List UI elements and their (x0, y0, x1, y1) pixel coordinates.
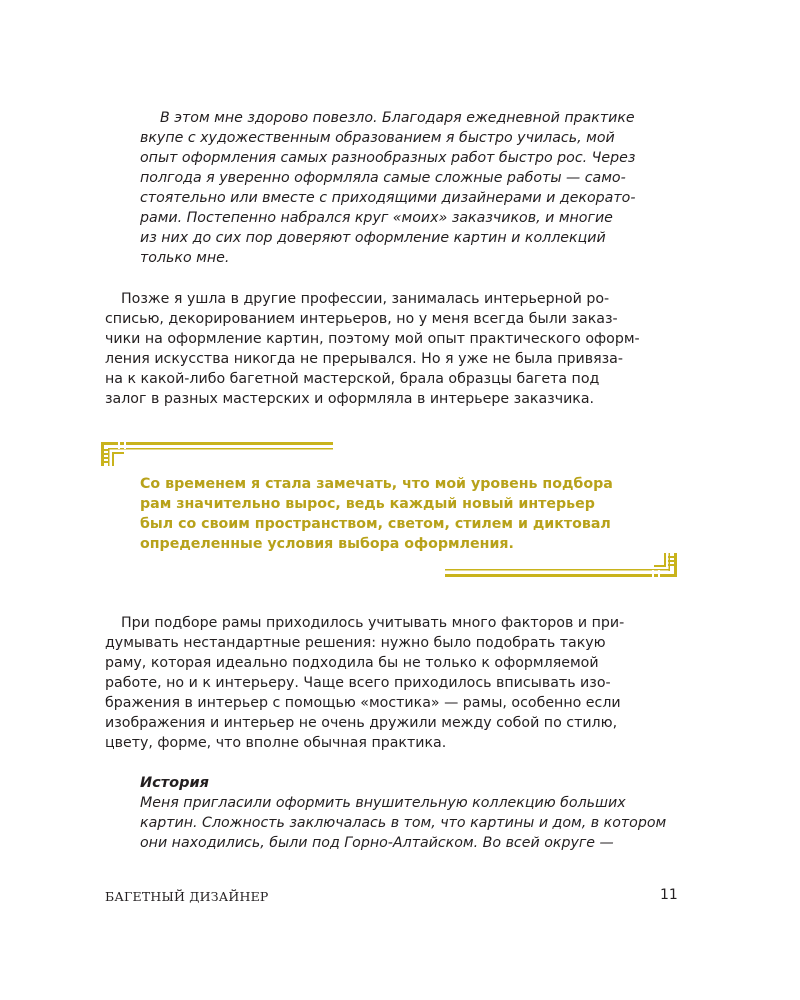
body-line: списью, декорированием интерьеров, но у меня всегда были заказ- (105, 311, 618, 327)
intro-line: вкупе с художественным образованием я быстро училась, мой (140, 130, 615, 146)
intro-line: стоятельно или вместе с приходящими дизайнерами и декорато- (140, 190, 636, 206)
intro-line: только мне. (140, 250, 230, 266)
frame-corner-bottom-right (445, 553, 677, 577)
body-line: изображения и интерьер не очень дружили между собой по стилю, (105, 715, 618, 731)
body-line: работе, но и к интерьеру. Чаще всего приходилось вписывать изо- (105, 675, 611, 691)
body-line: думывать нестандартные решения: нужно было подобрать такую (105, 635, 606, 651)
story-line: Меня пригласили оформить внушительную коллекцию больших (140, 795, 626, 811)
frame-corner-top-left (101, 442, 333, 466)
intro-line: рами. Постепенно набрался круг «моих» заказчиков, и многие (140, 210, 613, 226)
body-line: цвету, форме, что вполне обычная практика. (105, 735, 447, 751)
pull-quote-line: Со временем я стала замечать, что мой уровень подбора (140, 476, 613, 492)
body-line: Позже я ушла в другие профессии, занималась интерьерной ро- (121, 291, 610, 307)
story-heading: История (140, 775, 209, 791)
intro-line: из них до сих пор доверяют оформление картин и коллекций (140, 230, 606, 246)
body-line: При подборе рамы приходилось учитывать много факторов и при- (121, 615, 625, 631)
intro-line: опыт оформления самых разнообразных работ быстро рос. Через (140, 150, 636, 166)
story-line: картин. Сложность заключалась в том, что картины и дом, в котором (140, 815, 667, 831)
pull-quote-line: рам значительно вырос, ведь каждый новый интерьер (140, 496, 595, 512)
body-line: чики на оформление картин, поэтому мой опыт практического оформ- (105, 331, 640, 347)
body-line: ления искусства никогда не прерывался. Но я уже не была привяза- (105, 351, 623, 367)
intro-line: В этом мне здорово повезло. Благодаря ежедневной практике (160, 110, 635, 126)
story-line: они находились, были под Горно-Алтайском. Во всей округе — (140, 835, 614, 851)
body-line: бражения в интерьер с помощью «мостика» — рамы, особенно если (105, 695, 621, 711)
body-line: залог в разных мастерских и оформляла в интерьере заказчика. (105, 391, 595, 407)
intro-line: полгода я уверенно оформляла самые сложные работы — само- (140, 170, 626, 186)
pull-quote-line: определенные условия выбора оформления. (140, 536, 514, 552)
page-number: 11 (660, 887, 678, 903)
body-line: на к какой-либо багетной мастерской, брала образцы багета под (105, 371, 600, 387)
body-line: раму, которая идеально подходила бы не только к оформляемой (105, 655, 599, 671)
running-title: БАГЕТНЫЙ ДИЗАЙНЕР (105, 889, 269, 904)
pull-quote-line: был со своим пространством, светом, стилем и диктовал (140, 516, 611, 532)
